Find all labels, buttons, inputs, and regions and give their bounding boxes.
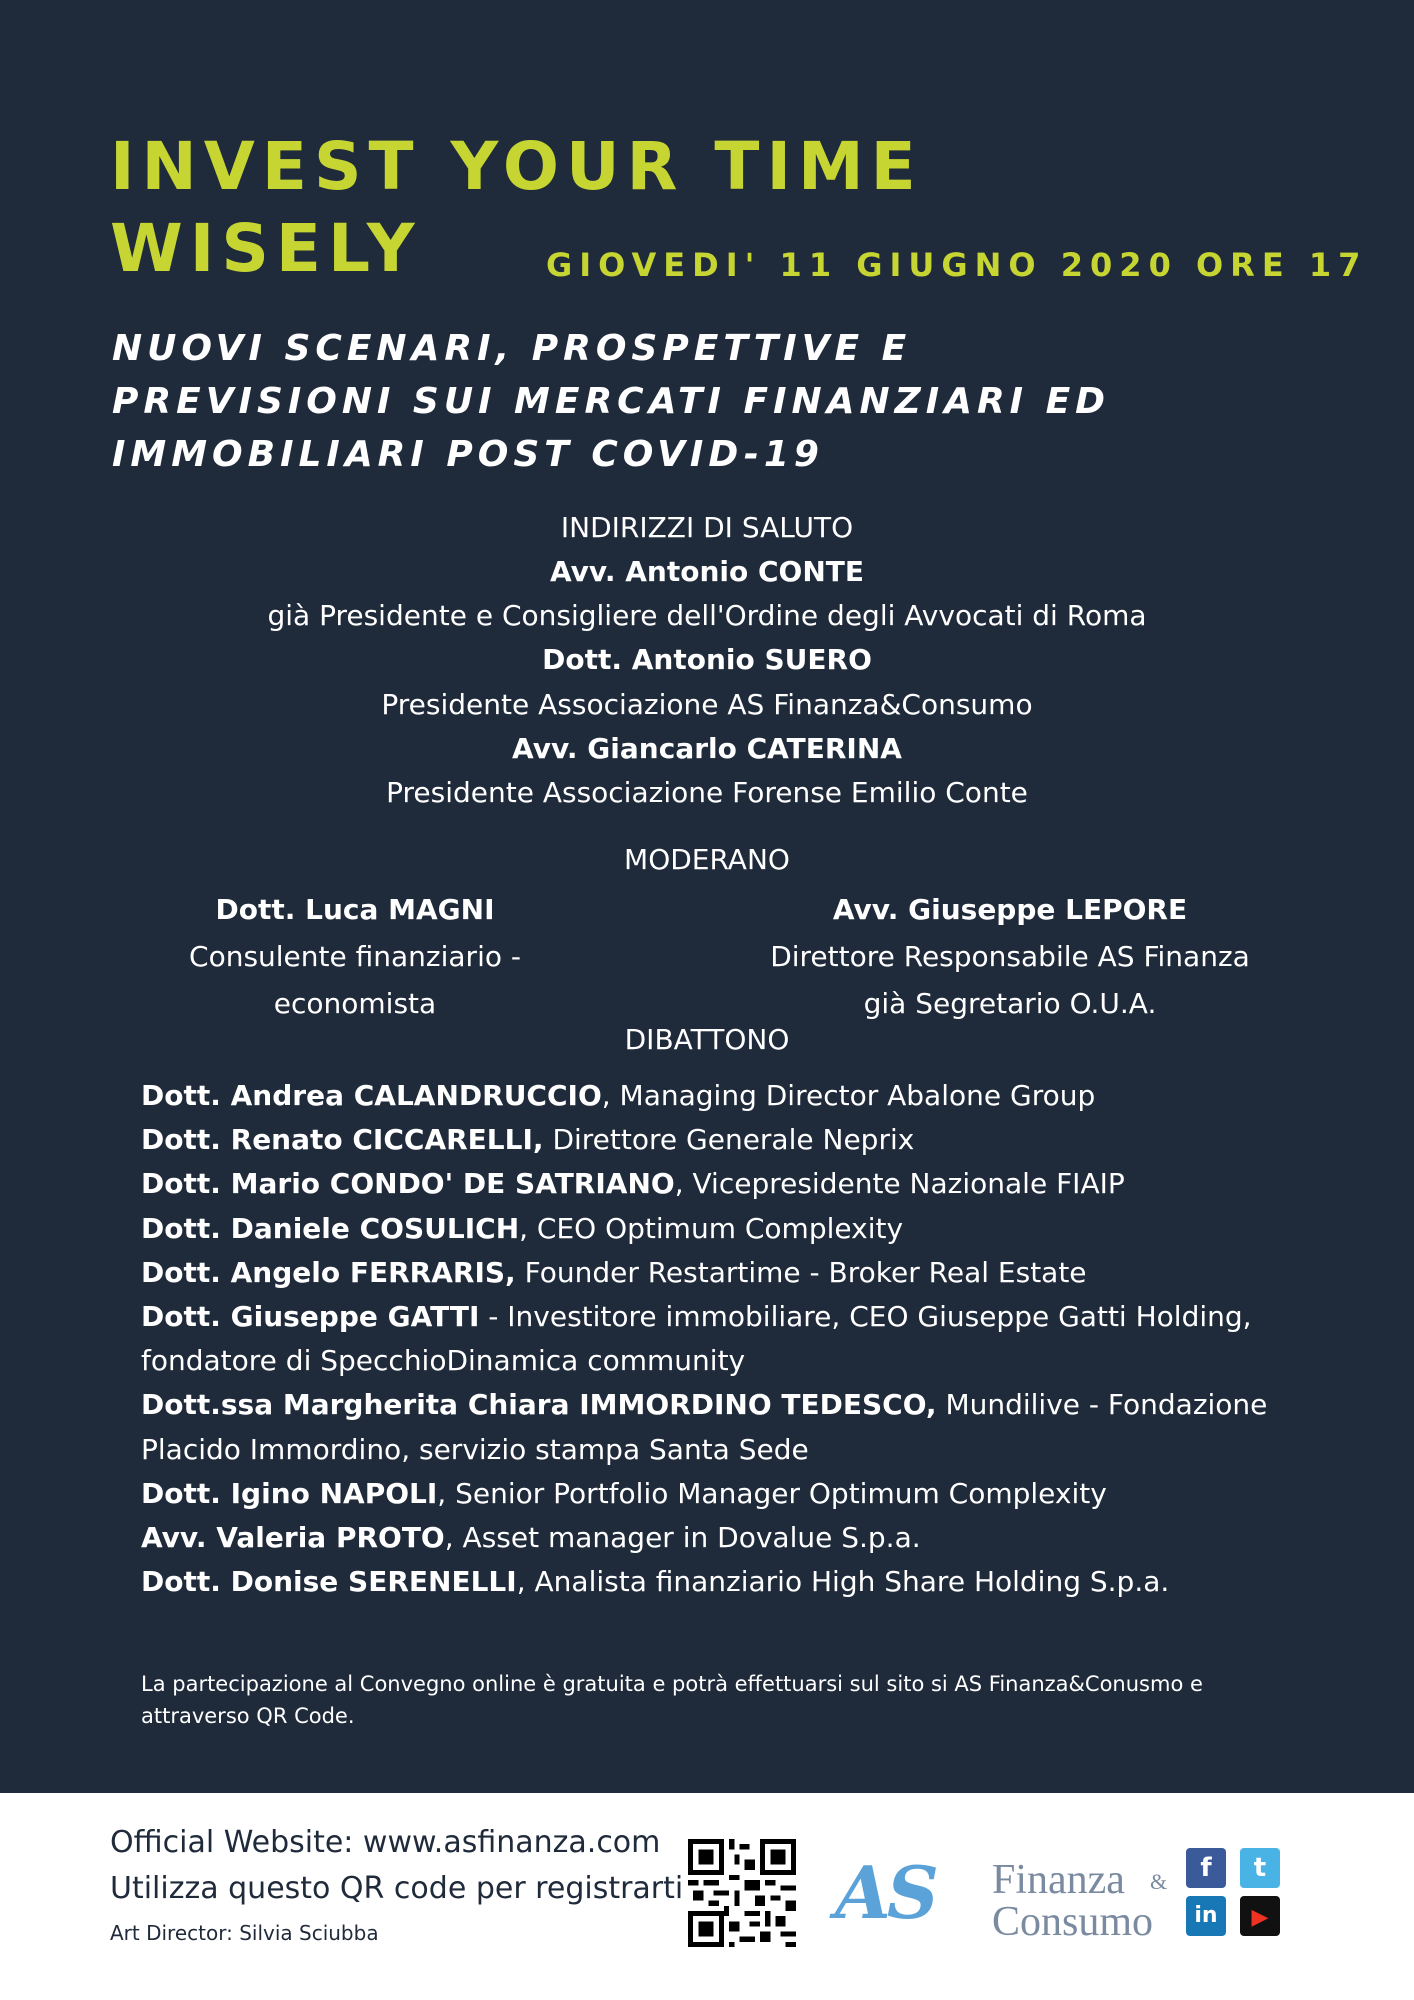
subtitle-line-2: PREVISIONI SUI MERCATI FINANZIARI ED [112,381,1111,422]
speaker-name: Dott. Angelo FERRARIS, [141,1255,516,1289]
subtitle-line-3: IMMOBILIARI POST COVID-19 [112,434,824,475]
event-subtitle [112,322,1112,481]
speaker-row [141,1207,1341,1251]
finanza-consumo-logo [992,1859,1153,1943]
speaker-row-continued [141,1428,1341,1472]
greeting-role-3: Presidente Associazione Forense Emilio Conte [386,776,1028,809]
speaker-name: Dott. Daniele COSULICH [141,1211,520,1245]
moderator-right-name: Avv. Giuseppe LEPORE [832,893,1188,926]
speaker-role: Mundilive - Fondazione [936,1388,1268,1422]
moderator-left [110,886,600,1027]
title-line-1: INVEST YOUR TIME [110,128,923,205]
speaker-name: Avv. Valeria PROTO [141,1521,445,1555]
title-line-2: WISELY [110,210,422,287]
speaker-row [141,1295,1341,1339]
footer [0,1793,1414,2000]
greeting-name-3: Avv. Giancarlo CATERINA [512,732,902,765]
speakers-list [141,1074,1341,1604]
logo-finanza-text: Finanza [992,1857,1125,1903]
subtitle-line-1: NUOVI SCENARI, PROSPETTIVE E [112,328,912,369]
speaker-role: , CEO Optimum Complexity [519,1211,904,1245]
facebook-icon[interactable]: f [1186,1848,1226,1888]
speaker-role: , Vicepresidente Nazionale FIAIP [674,1167,1125,1201]
speaker-name: Dott.ssa Margherita Chiara IMMORDINO TEDESCO, [141,1388,937,1422]
qr-instruction: Utilizza questo QR code per registrarti [110,1871,684,1906]
speaker-role: fondatore di SpecchioDinamica community [141,1344,746,1378]
greeting-role-2: Presidente Associazione AS Finanza&Consumo [381,688,1033,721]
speaker-role: Placido Immordino, servizio stampa Santa Sede [141,1432,809,1466]
speaker-role: - Investitore immobiliare, CEO Giuseppe Gatti Holding, [479,1300,1252,1334]
speaker-role: , Analista finanziario High Share Holding S.p.a. [516,1565,1170,1599]
speaker-row [141,1118,1341,1162]
speaker-role: Direttore Generale Neprix [543,1123,915,1157]
note-line-2: attraverso QR Code. [141,1704,355,1728]
speaker-row [141,1162,1341,1206]
speaker-row [141,1251,1341,1295]
speaker-name: Dott. Igino NAPOLI [141,1476,438,1510]
speaker-row [141,1383,1341,1427]
speaker-name: Dott. Andrea CALANDRUCCIO [141,1079,602,1112]
speaker-role: , Senior Portfolio Manager Optimum Complexity [437,1476,1107,1510]
moderator-right-role-2: già Segretario O.U.A. [863,987,1157,1020]
speaker-role: , Asset manager in Dovalue S.p.a. [444,1521,921,1555]
speaker-row [141,1516,1341,1560]
twitter-icon[interactable]: t [1240,1848,1280,1888]
participation-note [141,1668,1301,1732]
speaker-row [141,1472,1341,1516]
speaker-row [141,1560,1341,1604]
speaker-name: Dott. Giuseppe GATTI [141,1300,480,1334]
speaker-role: , Managing Director Abalone Group [601,1079,1096,1112]
speaker-role: Founder Restartime - Broker Real Estate [515,1255,1087,1289]
moderator-left-role-2: economista [273,987,437,1020]
linkedin-icon[interactable]: in [1186,1896,1226,1936]
speaker-row-continued [141,1339,1341,1383]
art-director-credit: Art Director: Silvia Sciubba [110,1921,379,1945]
speaker-name: Dott. Donise SERENELLI [141,1565,517,1599]
note-line-1: La partecipazione al Convegno online è gratuita e potrà effettuarsi sul sito si AS Finanza&Conusmo e [141,1672,1203,1696]
official-website-link[interactable]: Official Website: www.asfinanza.com [110,1825,661,1860]
qr-code-icon[interactable] [688,1839,796,1947]
moderators-heading: MODERANO [624,843,790,876]
moderator-right-role-1: Direttore Responsabile AS Finanza [770,940,1250,973]
speaker-row [141,1074,1341,1118]
logo-consumo-text: Consumo [992,1899,1154,1945]
moderator-left-name: Dott. Luca MAGNI [215,893,495,926]
speaker-name: Dott. Mario CONDO' DE SATRIANO [141,1167,675,1201]
youtube-icon[interactable] [1240,1896,1280,1936]
youtube-play-glyph: ▶ [1251,1905,1269,1930]
as-logo: AS [835,1850,935,1935]
speaker-name: Dott. Renato CICCARELLI, [141,1123,544,1157]
greeting-name-1: Avv. Antonio CONTE [549,555,865,588]
greeting-name-2: Dott. Antonio SUERO [542,643,872,676]
greeting-role-1: già Presidente e Consigliere dell'Ordine degli Avvocati di Roma [267,599,1147,632]
speakers-heading: DIBATTONO [624,1023,790,1056]
greetings-heading: INDIRIZZI DI SALUTO [560,511,854,544]
moderator-left-role-1: Consulente finanziario - [189,940,521,973]
event-date: GIOVEDI' 11 GIUGNO 2020 ORE 17 [546,246,1368,284]
logo-ampersand: & [1150,1869,1168,1894]
moderator-right [745,886,1275,1027]
